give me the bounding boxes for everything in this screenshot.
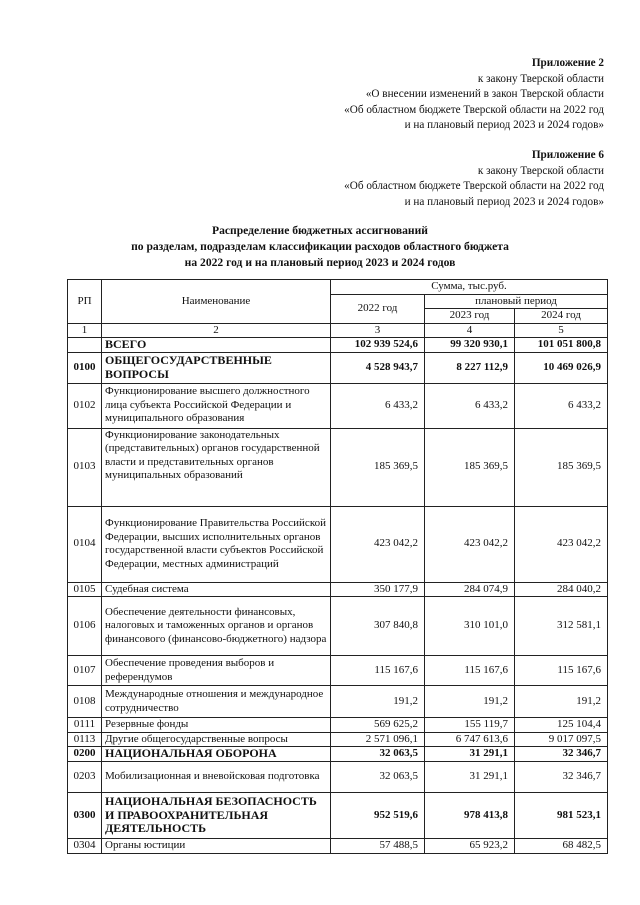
row-value-2022: 350 177,9 <box>331 582 425 597</box>
appendix-2-block <box>344 56 604 134</box>
row-code: 0105 <box>68 582 102 597</box>
row-name: Международные отношения и международное сотрудничество <box>102 686 331 718</box>
row-value-2024: 185 369,5 <box>515 428 608 506</box>
row-value-2023: 155 119,7 <box>425 718 515 733</box>
row-value-2024: 115 167,6 <box>515 656 608 686</box>
header-sum: Сумма, тыс.руб. <box>331 280 608 295</box>
row-code: 0104 <box>68 506 102 582</box>
table-row <box>68 338 608 353</box>
row-value-2022: 32 063,5 <box>331 762 425 793</box>
row-value-2023: 284 074,9 <box>425 582 515 597</box>
row-name: ОБЩЕГОСУДАРСТВЕННЫЕ ВОПРОСЫ <box>102 352 331 383</box>
column-number: 2 <box>102 323 331 338</box>
row-value-2024: 68 482,5 <box>515 839 608 854</box>
row-code: 0108 <box>68 686 102 718</box>
appendix-6-line: «Об областном бюджете Тверской области на 2022 год <box>344 180 604 192</box>
row-value-2024: 312 581,1 <box>515 597 608 656</box>
row-name: Мобилизационная и вневойсковая подготовка <box>102 762 331 793</box>
column-number: 5 <box>515 323 608 338</box>
row-value-2022: 569 625,2 <box>331 718 425 733</box>
row-code: 0107 <box>68 656 102 686</box>
row-code: 0111 <box>68 718 102 733</box>
row-value-2024: 981 523,1 <box>515 793 608 839</box>
row-value-2022: 423 042,2 <box>331 506 425 582</box>
header-2023: 2023 год <box>425 309 515 324</box>
row-code: 0103 <box>68 428 102 506</box>
row-value-2024: 6 433,2 <box>515 383 608 428</box>
row-code: 0300 <box>68 793 102 839</box>
table-row <box>68 718 608 733</box>
table-row <box>68 732 608 747</box>
row-value-2023: 191,2 <box>425 686 515 718</box>
row-name: Другие общегосударственные вопросы <box>102 732 331 747</box>
row-name: ВСЕГО <box>102 338 331 353</box>
row-name: Функционирование законодательных (представительных) органов государственной власти и представительных органов муниципальных образований <box>102 428 331 506</box>
table-row <box>68 762 608 793</box>
row-value-2022: 32 063,5 <box>331 747 425 762</box>
row-code: 0106 <box>68 597 102 656</box>
row-value-2022: 102 939 524,6 <box>331 338 425 353</box>
appendix-2-line: и на плановый период 2023 и 2024 годов» <box>404 119 604 131</box>
table-row <box>68 506 608 582</box>
row-value-2024: 284 040,2 <box>515 582 608 597</box>
row-value-2023: 6 747 613,6 <box>425 732 515 747</box>
row-value-2024: 9 017 097,5 <box>515 732 608 747</box>
row-value-2024: 191,2 <box>515 686 608 718</box>
row-name: Функционирование высшего должностного лица субъекта Российской Федерации и муниципального образования <box>102 383 331 428</box>
row-code: 0113 <box>68 732 102 747</box>
row-value-2024: 32 346,7 <box>515 747 608 762</box>
row-value-2022: 952 519,6 <box>331 793 425 839</box>
appendix-2-line: «О внесении изменений в закон Тверской области <box>365 88 604 100</box>
row-name: Обеспечение проведения выборов и референдумов <box>102 656 331 686</box>
row-value-2024: 10 469 026,9 <box>515 352 608 383</box>
table-row <box>68 582 608 597</box>
column-number: 3 <box>331 323 425 338</box>
row-value-2022: 185 369,5 <box>331 428 425 506</box>
table-row <box>68 839 608 854</box>
row-value-2024: 125 104,4 <box>515 718 608 733</box>
row-value-2023: 115 167,6 <box>425 656 515 686</box>
row-name: Обеспечение деятельности финансовых, налоговых и таможенных органов и органов финансового (финансово-бюджетного) надзора <box>102 597 331 656</box>
row-name: Функционирование Правительства Российской Федерации, высших исполнительных органов государственной власти субъектов Российской Федерации, местных администраций <box>102 506 331 582</box>
appendix-6-title: Приложение 6 <box>531 149 604 161</box>
table-row <box>68 597 608 656</box>
row-value-2024: 32 346,7 <box>515 762 608 793</box>
row-value-2022: 191,2 <box>331 686 425 718</box>
row-code: 0304 <box>68 839 102 854</box>
appendix-2-line: «Об областном бюджете Тверской области на 2022 год <box>344 103 604 116</box>
row-value-2023: 31 291,1 <box>425 762 515 793</box>
row-code: 0100 <box>68 352 102 383</box>
budget-table <box>67 279 608 854</box>
row-value-2023: 31 291,1 <box>425 747 515 762</box>
appendix-6-block <box>344 148 604 210</box>
column-number: 4 <box>425 323 515 338</box>
row-value-2023: 978 413,8 <box>425 793 515 839</box>
row-name: Органы юстиции <box>102 839 331 854</box>
document-title-line: по разделам, подразделам классификации расходов областного бюджета <box>131 240 509 253</box>
row-value-2022: 307 840,8 <box>331 597 425 656</box>
row-value-2022: 57 488,5 <box>331 839 425 854</box>
table-row <box>68 793 608 839</box>
table-row <box>68 686 608 718</box>
row-code: 0102 <box>68 383 102 428</box>
header-plan-period: плановый период <box>425 294 608 309</box>
row-value-2023: 65 923,2 <box>425 839 515 854</box>
header-name: Наименование <box>102 280 331 324</box>
header-rp: РП <box>68 280 102 324</box>
row-code: 0200 <box>68 747 102 762</box>
row-value-2023: 6 433,2 <box>425 383 515 428</box>
row-value-2023: 99 320 930,1 <box>425 338 515 353</box>
row-value-2024: 423 042,2 <box>515 506 608 582</box>
row-value-2022: 4 528 943,7 <box>331 352 425 383</box>
row-value-2023: 310 101,0 <box>425 597 515 656</box>
header-2022: 2022 год <box>331 294 425 323</box>
appendix-2-title: Приложение 2 <box>531 57 604 69</box>
table-header-row <box>68 280 608 295</box>
table-row <box>68 656 608 686</box>
column-number-row <box>68 323 608 338</box>
document-title-line: Распределение бюджетных ассигнований <box>212 224 428 237</box>
row-name: Судебная система <box>102 582 331 597</box>
row-value-2023: 185 369,5 <box>425 428 515 506</box>
table-row <box>68 383 608 428</box>
row-code <box>68 338 102 353</box>
row-name: Резервные фонды <box>102 718 331 733</box>
row-value-2022: 115 167,6 <box>331 656 425 686</box>
column-number: 1 <box>68 323 102 338</box>
row-name: НАЦИОНАЛЬНАЯ БЕЗОПАСНОСТЬ И ПРАВООХРАНИТЕЛЬНАЯ ДЕЯТЕЛЬНОСТЬ <box>102 793 331 839</box>
row-code: 0203 <box>68 762 102 793</box>
table-row <box>68 352 608 383</box>
table-row <box>68 428 608 506</box>
row-value-2023: 423 042,2 <box>425 506 515 582</box>
appendix-2-line: к закону Тверской области <box>477 72 604 85</box>
row-value-2022: 2 571 096,1 <box>331 732 425 747</box>
document-title <box>0 223 640 271</box>
header-2024: 2024 год <box>515 309 608 324</box>
row-value-2023: 8 227 112,9 <box>425 352 515 383</box>
document-title-line: на 2022 год и на плановый период 2023 и 2024 годов <box>184 256 456 269</box>
row-name: НАЦИОНАЛЬНАЯ ОБОРОНА <box>102 747 331 762</box>
row-value-2022: 6 433,2 <box>331 383 425 428</box>
appendix-6-line: и на плановый период 2023 и 2024 годов» <box>404 195 604 208</box>
appendix-6-line: к закону Тверской области <box>477 164 604 177</box>
row-value-2024: 101 051 800,8 <box>515 338 608 353</box>
table-row <box>68 747 608 762</box>
